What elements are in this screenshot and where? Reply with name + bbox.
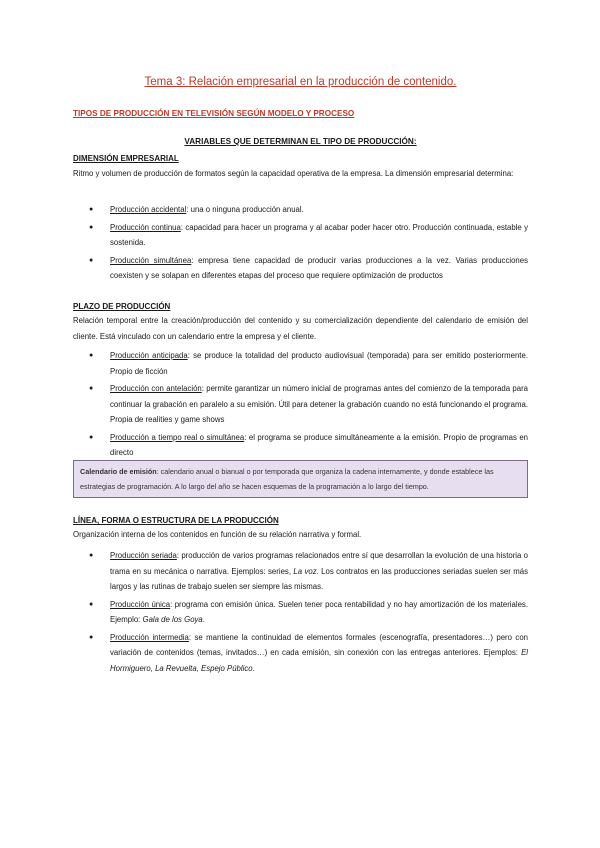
item-tail: . Los contratos en las producciones seriadas suelen ser más largos y las rutinas de trabajo suelen ser siempre las mismas. <box>110 566 528 591</box>
item-term: Producción continua <box>110 222 181 232</box>
linea-list <box>73 548 528 678</box>
item-text: : permite garantizar un número inicial de programas antes del comienzo de la temporada para continuar la grabación en paralelo a su emisión. Útil para detener la grabación cuando no está funcionando el programa. Propia de realities y game shows <box>110 384 528 424</box>
item-text: : programa con emisión única. Suelen tener poca rentabilidad y no hay amortización de los materiales. Ejemplo: <box>110 599 528 624</box>
list-item <box>73 548 528 595</box>
list-item <box>73 348 528 379</box>
list-item <box>73 597 528 628</box>
item-tail: . <box>252 663 255 673</box>
calendar-note-box <box>73 460 528 498</box>
item-term: Producción intermedia <box>110 632 189 642</box>
bullet-icon: ● <box>89 552 94 559</box>
bullet-icon: ● <box>89 223 94 231</box>
item-text: : capacidad para hacer un programa y al acabar poder hacer otro. Producción continuada, estable y sostenida. <box>110 222 528 247</box>
bullet-icon: ● <box>89 206 94 213</box>
variables-heading: VARIABLES QUE DETERMINAN EL TIPO DE PRODUCCIÓN: <box>184 137 417 146</box>
bullet-icon: ● <box>89 352 94 359</box>
item-text: : empresa tiene capacidad de producir varias producciones a la vez. Varias producciones coexisten y se solapan en diferentes etapas del proceso que requiere optimización de productos <box>110 255 528 280</box>
item-text: : una o ninguna producción anual. <box>186 205 304 214</box>
plazo-list <box>73 348 528 463</box>
item-example: Gala de los Goya <box>142 615 203 624</box>
bullet-icon: ● <box>89 633 94 641</box>
item-text: : producción de varios programas relacionados entre sí que desarrollan la evolución de una historia o trama en su mecánica o narrativa. Ejemplos: series, <box>110 551 528 576</box>
item-text: : el programa se produce simultáneamente a la emisión. Propio de programas en directo <box>110 432 528 457</box>
bullet-icon: ● <box>89 385 94 392</box>
bullet-icon: ● <box>89 433 94 441</box>
item-term: Producción seriada <box>110 551 177 560</box>
item-term: Producción a tiempo real o simultánea <box>110 432 245 442</box>
dimension-list <box>73 202 528 286</box>
item-term: Producción única <box>110 599 171 609</box>
list-item <box>73 202 528 218</box>
calendar-note-label: Calendario de emisión <box>80 467 157 476</box>
item-example: El Hormiguero, La Revuelta, Espejo Público <box>110 648 528 673</box>
plazo-intro: Relación temporal entre la creación/producción del contenido y su comercialización dependiente del calendario de emisión del cliente. Está vinculado con un calendario entre la empresa y el cliente. <box>73 316 528 341</box>
list-item <box>73 220 528 251</box>
list-item <box>73 630 528 677</box>
dimension-intro: Ritmo y volumen de producción de formatos según la capacidad operativa de la empresa. La dimensión empresarial determina: <box>73 169 514 178</box>
item-term: Producción con antelación <box>110 384 202 393</box>
item-text: : se produce la totalidad del producto audiovisual (temporada) para ser emitido posteriormente. Propio de ficción <box>110 351 528 376</box>
linea-heading: LÍNEA, FORMA O ESTRUCTURA DE LA PRODUCCIÓN <box>73 516 279 525</box>
bullet-icon: ● <box>89 600 94 608</box>
bullet-icon: ● <box>89 256 94 264</box>
item-term: Producción accidental <box>110 205 187 214</box>
page-title: Tema 3: Relación empresarial en la producción de contenido. <box>144 76 457 88</box>
item-text: : se mantiene la continuidad de elementos formales (escenografía, presentadores…) pero con variación de contenidos (temas, invitados…) en cada emisión, sin conexión con las entregas anteriores. Ejemplos: <box>110 632 528 657</box>
item-example: La voz <box>293 566 317 576</box>
linea-intro: Organización interna de los contenidos en función de su relación narrativa y formal. <box>73 530 362 539</box>
item-term: Producción simultánea <box>110 255 192 265</box>
list-item <box>73 430 528 461</box>
dimension-heading: DIMENSIÓN EMPRESARIAL <box>73 154 179 163</box>
item-tail: . <box>202 615 205 624</box>
plazo-heading: PLAZO DE PRODUCCIÓN <box>73 302 171 311</box>
list-item <box>73 253 528 284</box>
section-subtitle: TIPOS DE PRODUCCIÓN EN TELEVISIÓN SEGÚN MODELO Y PROCESO <box>73 109 355 118</box>
list-item <box>73 381 528 428</box>
calendar-note-text: : calendario anual o bianual o por temporada que organiza la cadena internamente, y donde establece las estrategias de programación. A lo largo del año se hacen esquemas de la programación a lo largo del tiempo. <box>80 467 494 491</box>
item-term: Producción anticipada <box>110 351 188 360</box>
